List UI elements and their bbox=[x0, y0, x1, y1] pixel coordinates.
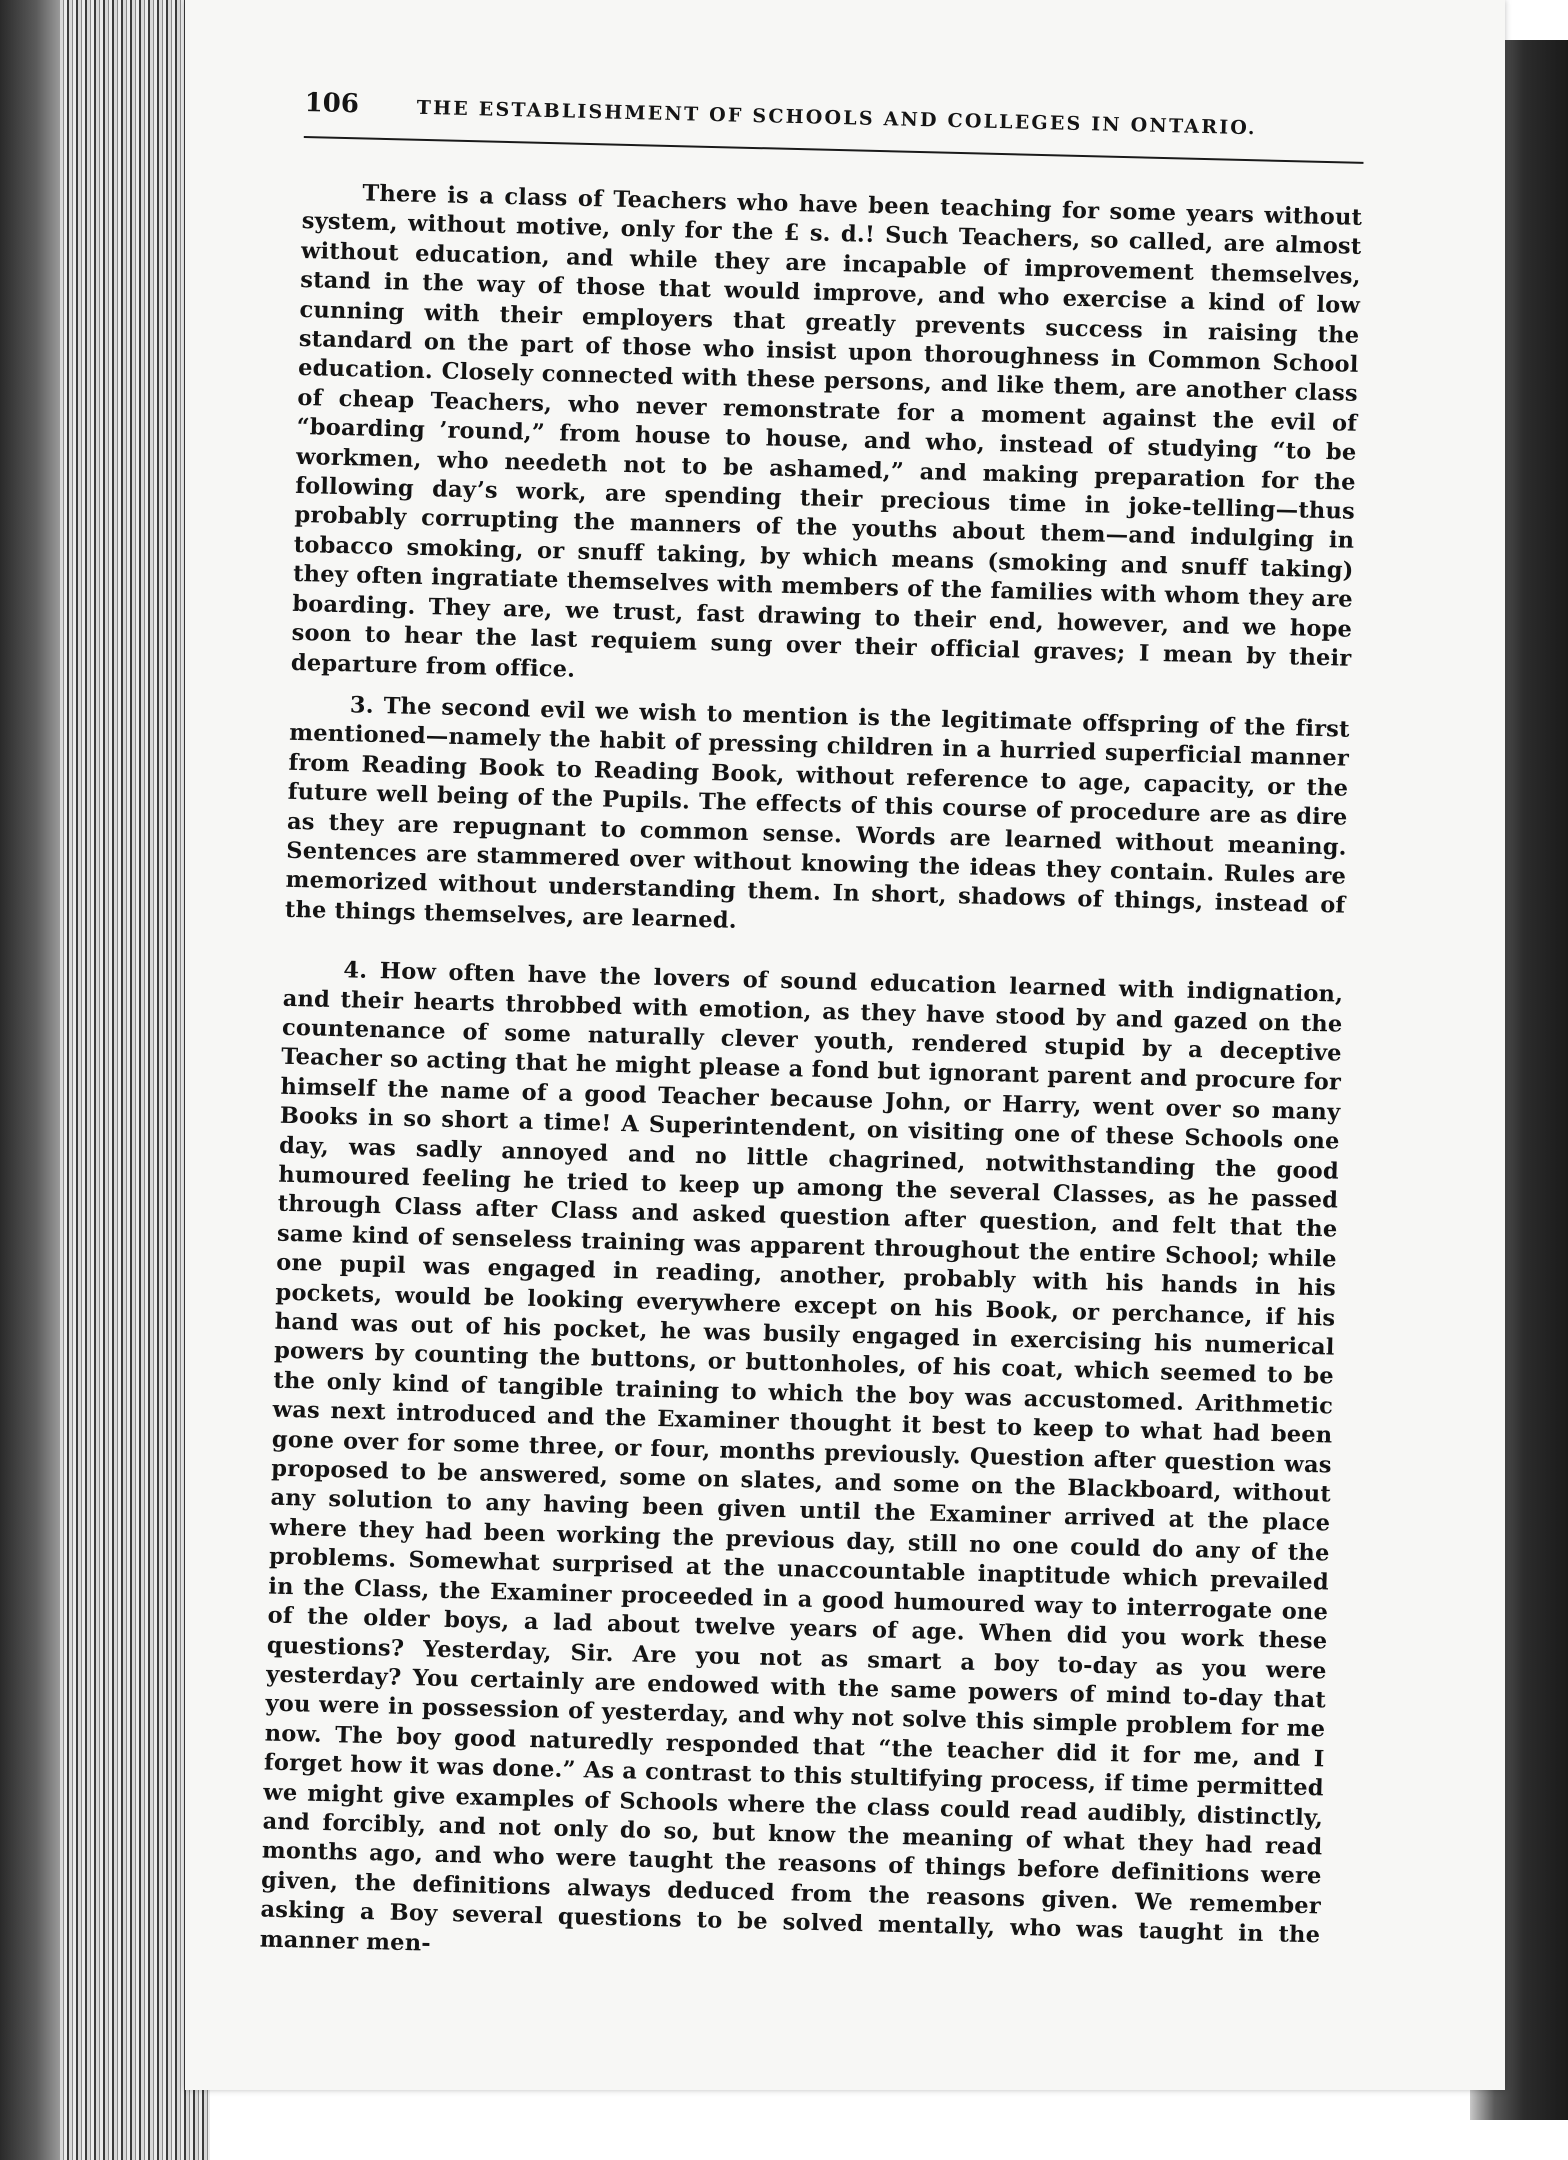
paragraph-teachers-class: There is a class of Teachers who have been teaching for some years without system, without motive, only for the £ s. d.! Such Teachers, so called, are almost without education, and while they are incapable of improvement themselves, stand in the way of those that would improve, and who exercise a kind of low cunning with their employers that greatly prevents success in raising the standard on the part of those who insist upon thoroughness in Common School education. Closely connected with these persons, and like them, are another class of cheap Teachers, who never remonstrate for a moment against the evil of “boarding ’round,” from house to house, and who, instead of studying “to be workmen, who needeth not to be ashamed,” and making preparation for the following day’s work, are spending their precious time in joke-telling—thus probably corrupting the manners of the youths about them—and indulging in tobacco smoking, or snuff taking, by which means (smoking and snuff taking) they often ingratiate themselves with members of the families with whom they are boarding. They are, we trust, fast drawing to their end, however, and we hope soon to hear the last requiem sung over their official graves; I mean by their departure from office. bbox=[290, 180, 1363, 683]
paragraph-second-evil: 3. The second evil we wish to mention is the legitimate offspring of the first mentioned—namely the habit of pressing children in a hurried superficial manner from Reading Book to Reading Book, without reference to age, capacity, or the future well being of the Pupils. The effects of this course of procedure are as dire as they are repugnant to common sense. Words are learned without meaning. Sentences are stammered over without knowing the ideas they contain. Rules are memorized without understanding them. In short, shadows of things, instead of the things themselves, are learned. bbox=[284, 692, 1350, 934]
page-content bbox=[259, 88, 1365, 1992]
paragraph-how-often: 4. How often have the lovers of sound education learned with indignation, and their hearts throbbed with emotion, as they have stood by and gazed on the countenance of some naturally clever youth, rendered stupid by a deceptive Teacher so acting that he might please a fond but ignorant parent and procure for himself the name of a good Teacher because John, or Harry, went over so many Books in so short a time! A Superintendent, on visiting one of these Schools one day, was sadly annoyed and no little chagrined, notwithstanding the good humoured feeling he tried to keep up among the several Classes, as he passed through Class after Class and asked question after question, and felt that the same kind of senseless training was apparent throughout the entire School; while one pupil was engaged in reading, another, probably with his hands in his pockets, would be looking everywhere except on his Book, or perchance, if his hand was out of his pocket, he was busily engaged in exercising his numerical powers by counting the buttons, or buttonholes, of his coat, which seemed to be the only kind of tangible training to which the boy was accustomed. Arithmetic was next introduced and the Examiner thought it best to keep to what had been gone over for some three, or four, months previously. Question after question was proposed to be answered, some on slates, and some on the Blackboard, without any solution to any having been given until the Examiner arrived at the place where they had been working the previous day, still no one could do any of the problems. Somewhat surprised at the unaccountable inaptitude which prevailed in the Class, the Examiner proceeded in a good humoured way to interrogate one of the older boys, a lad about twelve years of age. When did you work these questions? Yesterday, Sir. Are you not as smart a boy to-day as you were yesterday? You certainly are endowed with the same powers of mind to-day that you were in possession of yesterday, and why not solve this simple problem for me now. The boy good naturedly responded that “the teacher did it for me, and I forget how it was done.” As a contrast to this stultifying process, if time permitted we might give examples of Schools where the class could read audibly, distinctly, and forcibly, and not only do so, but know the meaning of what they had read months ago, and who were taught the reasons of things before definitions were given, the definitions always deduced from the reasons given. We remember asking a Boy several questions to be solved mentally, who was taught in the manner men- bbox=[259, 957, 1344, 1957]
running-title: THE ESTABLISHMENT OF SCHOOLS AND COLLEGES IN ONTARIO. bbox=[416, 96, 1258, 140]
book-edge-shadow bbox=[0, 0, 60, 2160]
page-number: 106 bbox=[304, 88, 360, 120]
